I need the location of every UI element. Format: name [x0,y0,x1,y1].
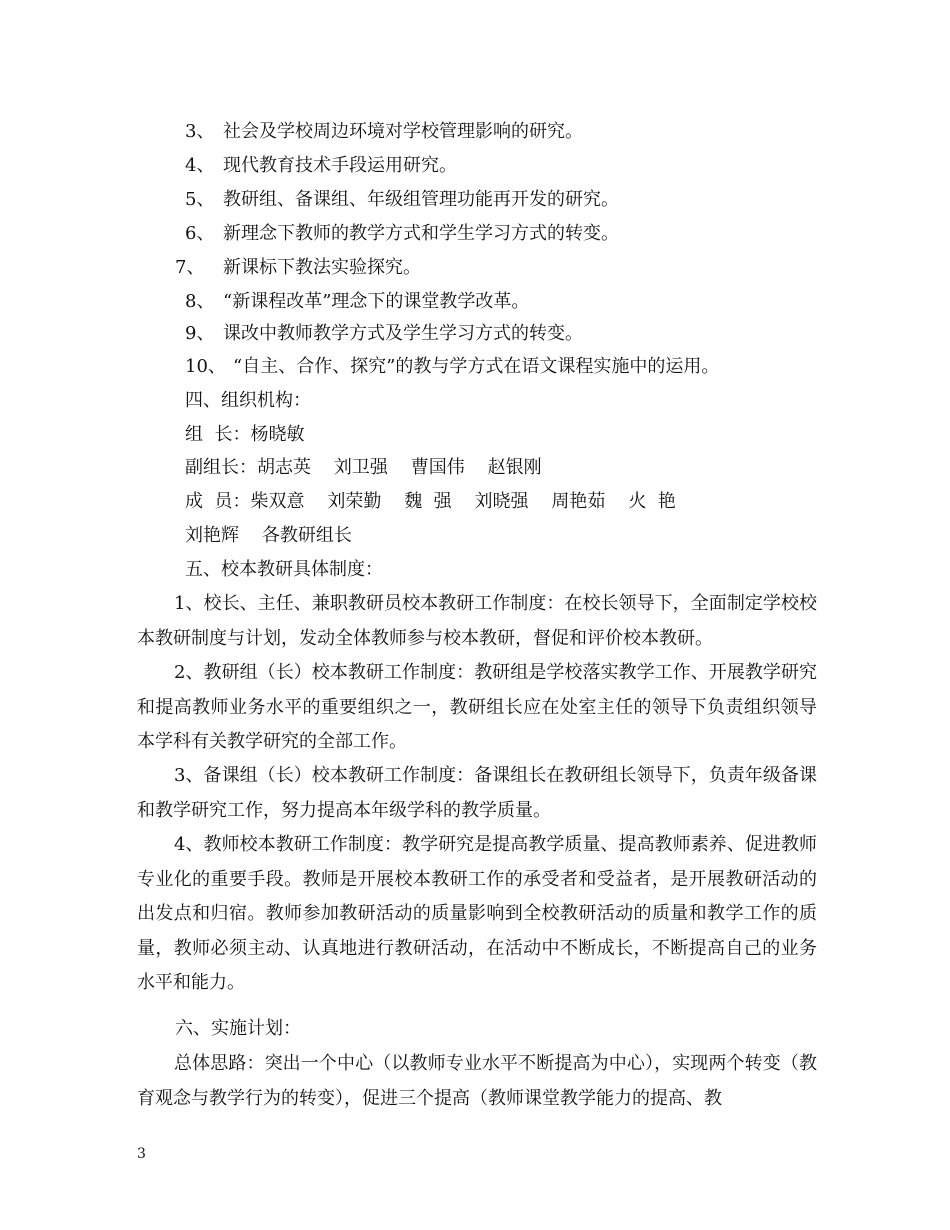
list-item [185,120,583,144]
paragraph: 4、教师校本教研工作制度：教学研究是提高教学质量、提高教师素养、促进教师专业化的重要手段。教师是开展校本教研工作的承受者和受益者，是开展教研活动的出发点和归宿。教师参加教研活动的质量影响到全校教研活动的质量和教学工作的质量，教师必须主动、认真地进行教研活动，在活动中不断成长，不断提高自己的业务水平和能力。 [137,834,817,993]
org-leader: 组 长：杨晓敏 [185,424,305,445]
list-item-number: 9、 [185,323,215,344]
list-item [175,256,421,280]
paragraph: 3、备课组（长）校本教研工作制度：备课组长在教研组长领导下，负责年级备课和教学研究工作，努力提高本年级学科的教学质量。 [137,765,817,821]
section-heading: 四、组织机构： [185,390,311,411]
list-item [185,222,619,246]
section-heading: 五、校本教研具体制度： [185,559,383,580]
list-item-text: 社会及学校周边环境对学校管理影响的研究。 [223,121,583,142]
list-item-text: “自主、合作、探究”的教与学方式在语文课程实施中的运用。 [233,356,720,377]
list-item-text: 教研组、备课组、年级组管理功能再开发的研究。 [223,189,619,210]
list-item [185,322,583,346]
list-item [185,154,457,178]
list-item-number: 8、 [185,291,215,312]
paragraph: 总体思路：突出一个中心（以教师专业水平不断提高为中心），实现两个转变（教育观念与教学行为的转变），促进三个提高（教师课堂教学能力的提高、教 [137,1053,817,1109]
list-item-text: “新课程改革”理念下的课堂教学改革。 [223,291,530,312]
page-number: 3 [137,1146,146,1162]
list-item-text: 现代教育技术手段运用研究。 [223,155,457,176]
paragraph: 2、教研组（长）校本教研工作制度：教研组是学校落实教学工作、开展教学研究和提高教师业务水平的重要组织之一，教研组长应在处室主任的领导下负责组织领导本学科有关教学研究的全部工作。 [137,662,817,752]
paragraph: 1、校长、主任、兼职教研员校本教研工作制度：在校长领导下，全面制定学校校本教研制度与计划，发动全体教师参与校本教研，督促和评价校本教研。 [137,593,817,649]
list-item-text: 课改中教师教学方式及学生学习方式的转变。 [223,323,583,344]
section-heading: 六、实施计划： [175,1018,301,1039]
list-item-text: 新课标下教法实验探究。 [223,257,421,278]
list-item-number: 4、 [185,155,215,176]
list-item-number: 6、 [185,223,215,244]
list-item [185,355,719,379]
org-members: 成 员：柴双意 刘荣勤 魏 强 刘晓强 周艳茹 火 艳 [185,491,676,512]
list-item-number: 3、 [185,121,215,142]
org-members-continued: 刘艳辉 各教研组长 [185,525,352,546]
list-item-number: 7、 [175,257,205,278]
list-item [185,290,529,314]
list-item-text: 新理念下教师的教学方式和学生学习方式的转变。 [223,223,619,244]
list-item-number: 10、 [185,356,226,377]
list-item-number: 5、 [185,189,215,210]
org-deputy: 副组长：胡志英 刘卫强 曹国伟 赵银刚 [185,457,542,478]
list-item [185,188,619,212]
